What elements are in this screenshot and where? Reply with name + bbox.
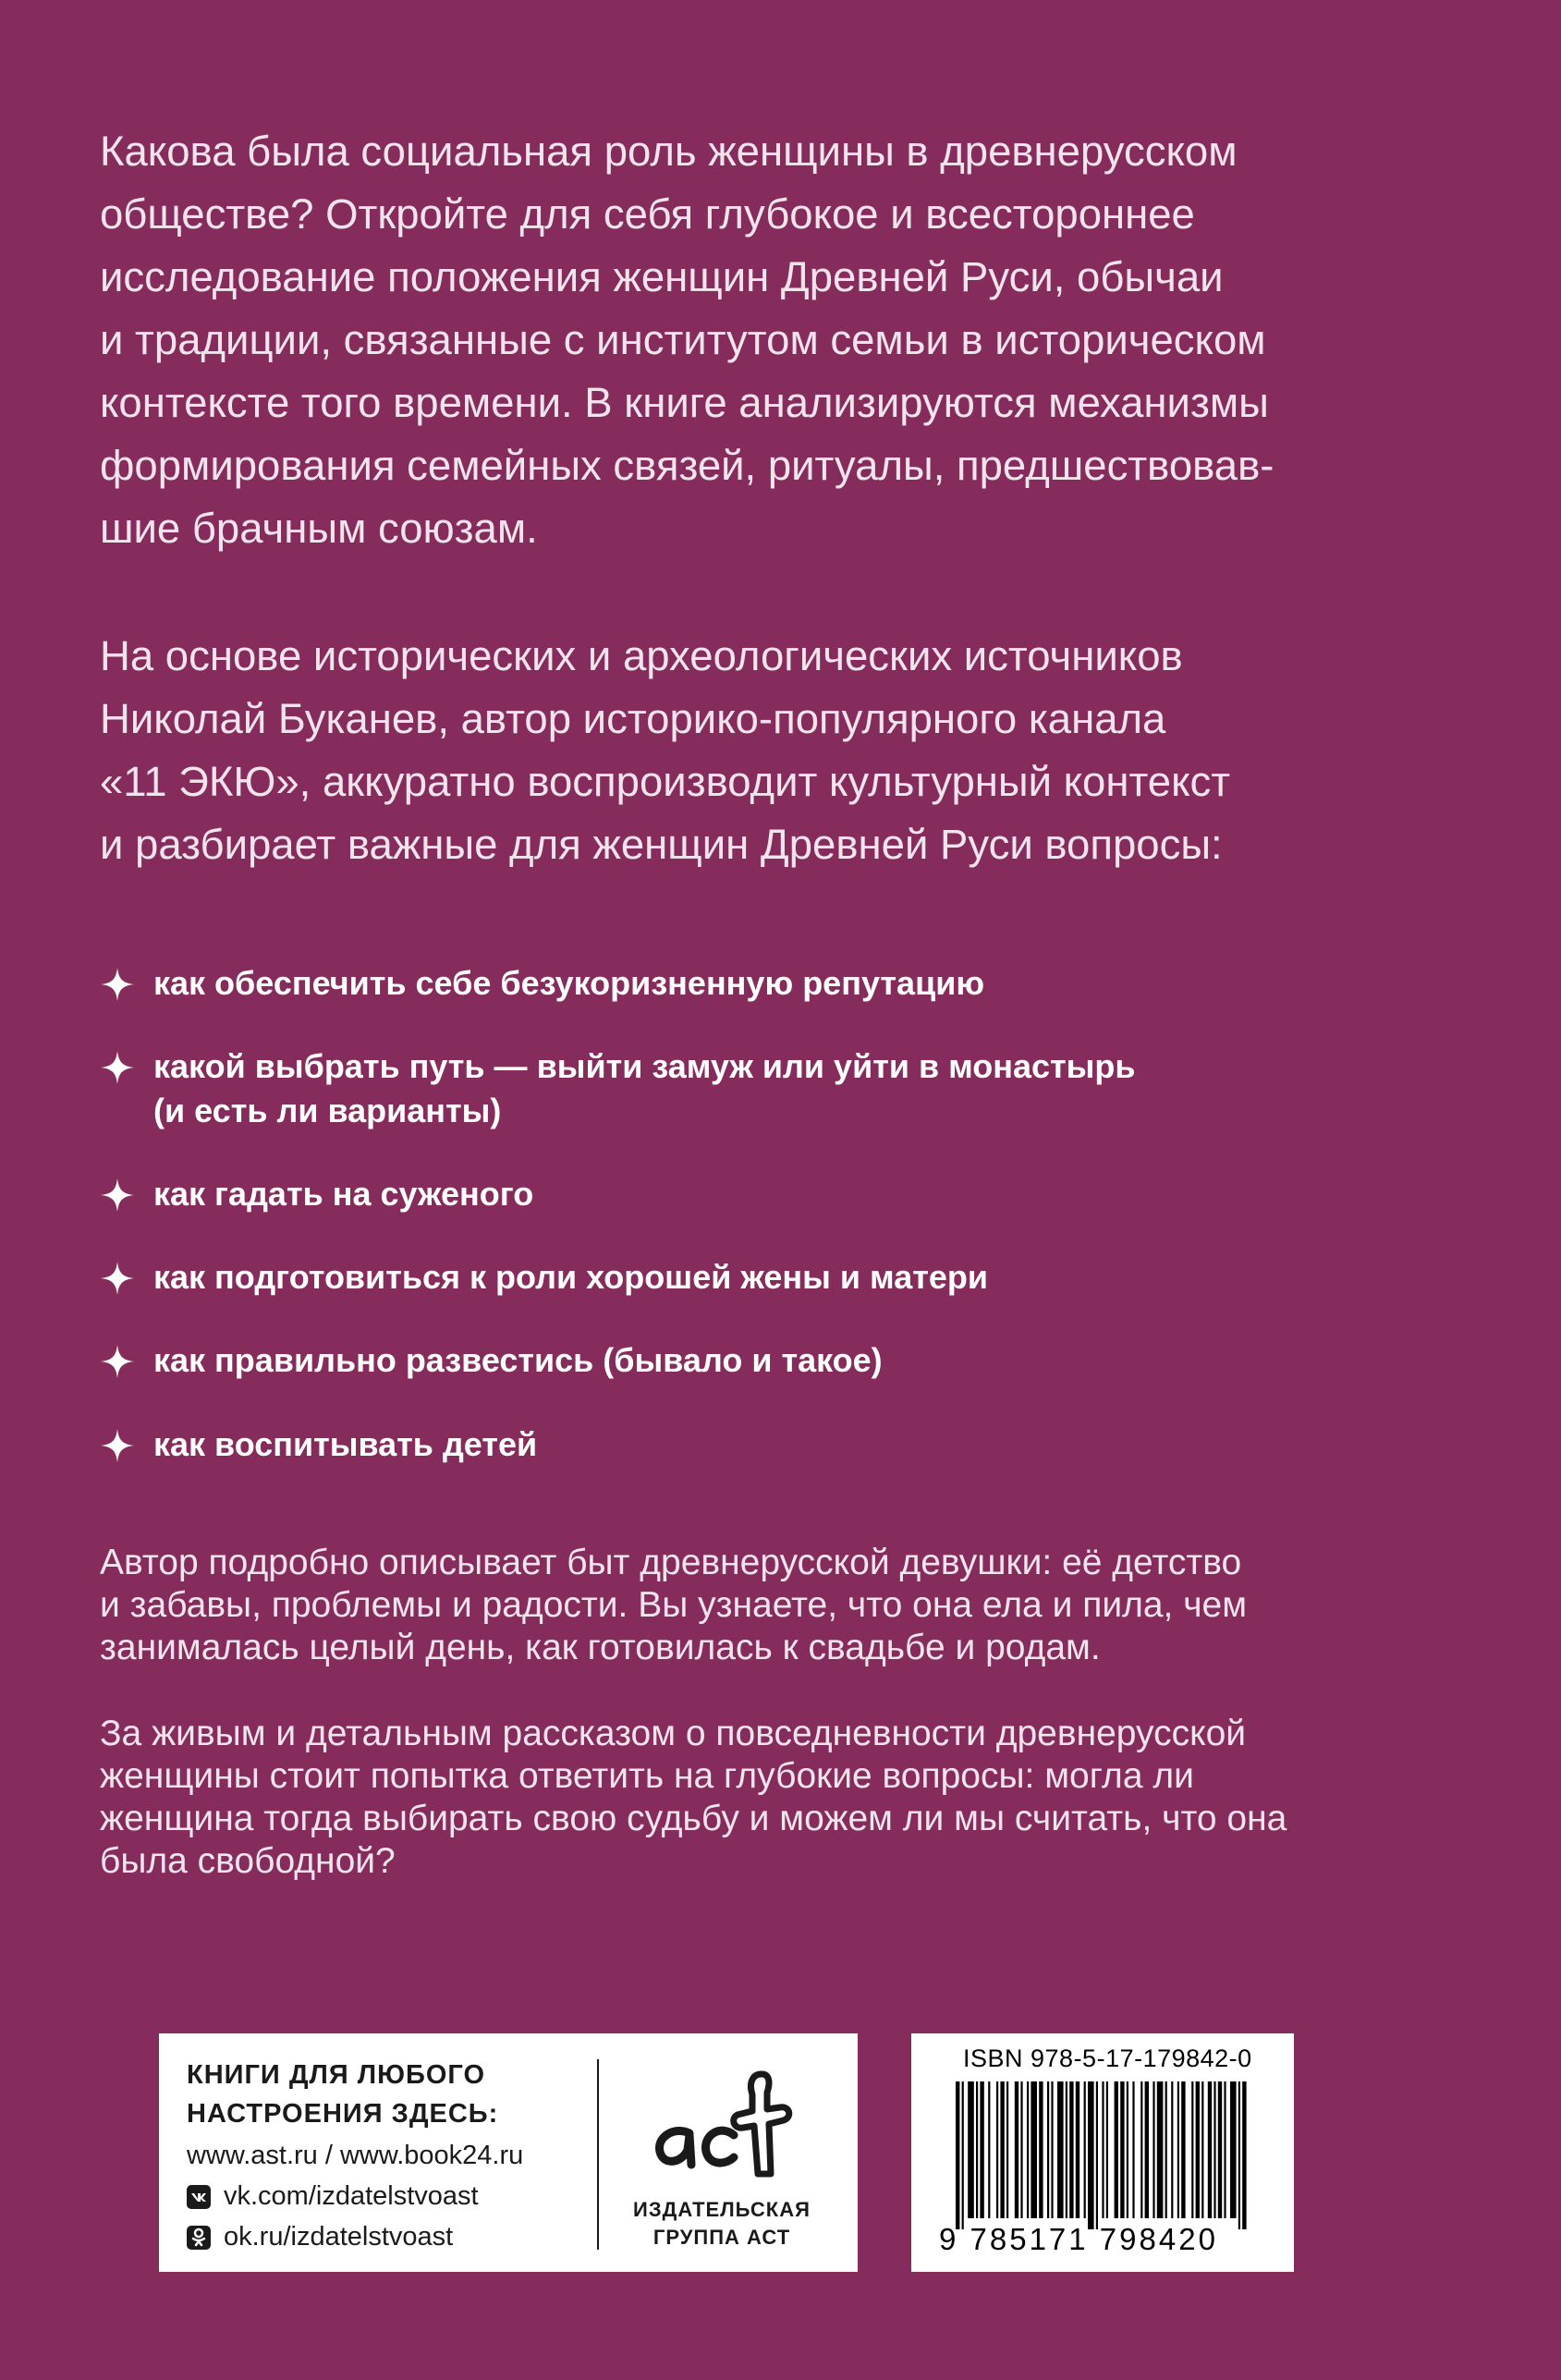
sparkle-icon — [100, 1261, 135, 1296]
vk-icon — [187, 2185, 211, 2209]
intro-line: и традиции, связанные с институтом семьи в историческом — [100, 316, 1266, 363]
sparkle-icon — [100, 1344, 135, 1379]
closing-paragraph — [100, 1713, 1287, 1883]
closing-line: женщины стоит попытка ответить на глубокие вопросы: могла ли — [100, 1756, 1194, 1796]
intro-line: исследование положения женщин Древней Руси, обычаи — [100, 253, 1224, 300]
intro-line: контексте того времени. В книге анализируются механизмы — [100, 379, 1269, 426]
daily-life-line: занималась целый день, как готовилась к свадьбе и родам. — [100, 1628, 1101, 1667]
daily-life-paragraph — [100, 1542, 1247, 1669]
closing-line: женщина тогда выбирать свою судьбу и можем ли мы считать, что она — [100, 1799, 1287, 1838]
publisher-name — [619, 2196, 824, 2252]
topic-item — [100, 1044, 1136, 1133]
publisher-name-line: ГРУППА АСТ — [652, 2226, 791, 2249]
intro-line: Какова была социальная роль женщины в древнерусском — [100, 128, 1238, 175]
promo-heading-line: КНИГИ ДЛЯ ЛЮБОГО — [187, 2060, 486, 2090]
isbn-label: ISBN 978-5-17-179842-0 — [963, 2044, 1252, 2072]
topic-item — [100, 961, 984, 1006]
closing-line: За живым и детальным рассказом о повседневности древнерусской — [100, 1714, 1247, 1753]
topic-line: как подготовиться к роли хорошей жены и матери — [153, 1258, 988, 1296]
intro-line: шие брачным союзам. — [100, 505, 538, 552]
author-line: «11 ЭКЮ», аккуратно воспроизводит культурный контекст — [100, 758, 1231, 805]
promo-divider — [597, 2059, 599, 2250]
barcode-digits: 9 785171 798420 — [939, 2222, 1218, 2256]
website-links[interactable]: www.ast.ru / www.book24.ru — [187, 2141, 524, 2170]
topic-item — [100, 1338, 883, 1383]
intro-line: формирования семейных связей, ритуалы, предшествовав- — [100, 442, 1274, 489]
ast-logo — [649, 2061, 797, 2185]
odnoklassniki-icon — [187, 2226, 211, 2250]
topic-line: как обеспечить себе безукоризненную репутацию — [153, 964, 985, 1002]
publisher-name-line: ИЗДАТЕЛЬСКАЯ — [633, 2198, 811, 2221]
author-line: Николай Буканев, автор историко-популярного канала — [100, 695, 1166, 742]
topic-line: как гадать на суженого — [153, 1175, 534, 1213]
author-paragraph — [100, 625, 1230, 876]
topic-line: какой выбрать путь — выйти замуж или уйти в монастырь — [153, 1047, 1136, 1085]
promo-heading — [187, 2056, 498, 2133]
sparkle-icon — [100, 967, 135, 1002]
author-line: и разбирает важные для женщин Древней Руси вопросы: — [100, 821, 1223, 868]
intro-line: обществе? Откройте для себя глубокое и всестороннее — [100, 190, 1195, 238]
topic-item — [100, 1422, 537, 1467]
sparkle-icon — [100, 1178, 135, 1213]
topic-line: как правильно развестись (бывало и такое) — [153, 1341, 883, 1379]
isbn-barcode-box — [911, 2033, 1294, 2272]
author-line: На основе исторических и археологических источников — [100, 632, 1183, 679]
intro-paragraph — [100, 120, 1274, 560]
daily-life-line: Автор подробно описывает быт древнерусской девушки: её детство — [100, 1543, 1242, 1582]
sparkle-icon — [100, 1428, 135, 1463]
ok-link[interactable]: ok.ru/izdatelstvoast — [224, 2222, 454, 2252]
closing-line: была свободной? — [100, 1841, 396, 1881]
daily-life-line: и забавы, проблемы и радости. Вы узнаете, что она ела и пила, чем — [100, 1585, 1248, 1625]
topic-line: (и есть ли варианты) — [153, 1092, 502, 1129]
vk-link[interactable]: vk.com/izdatelstvoast — [224, 2181, 479, 2211]
topic-item — [100, 1172, 533, 1216]
publisher-promo-box — [159, 2033, 858, 2272]
topic-item — [100, 1255, 988, 1300]
sparkle-icon — [100, 1050, 135, 1085]
promo-heading-line: НАСТРОЕНИЯ ЗДЕСЬ: — [187, 2099, 499, 2129]
topic-line: как воспитывать детей — [153, 1425, 538, 1463]
barcode — [956, 2081, 1251, 2229]
